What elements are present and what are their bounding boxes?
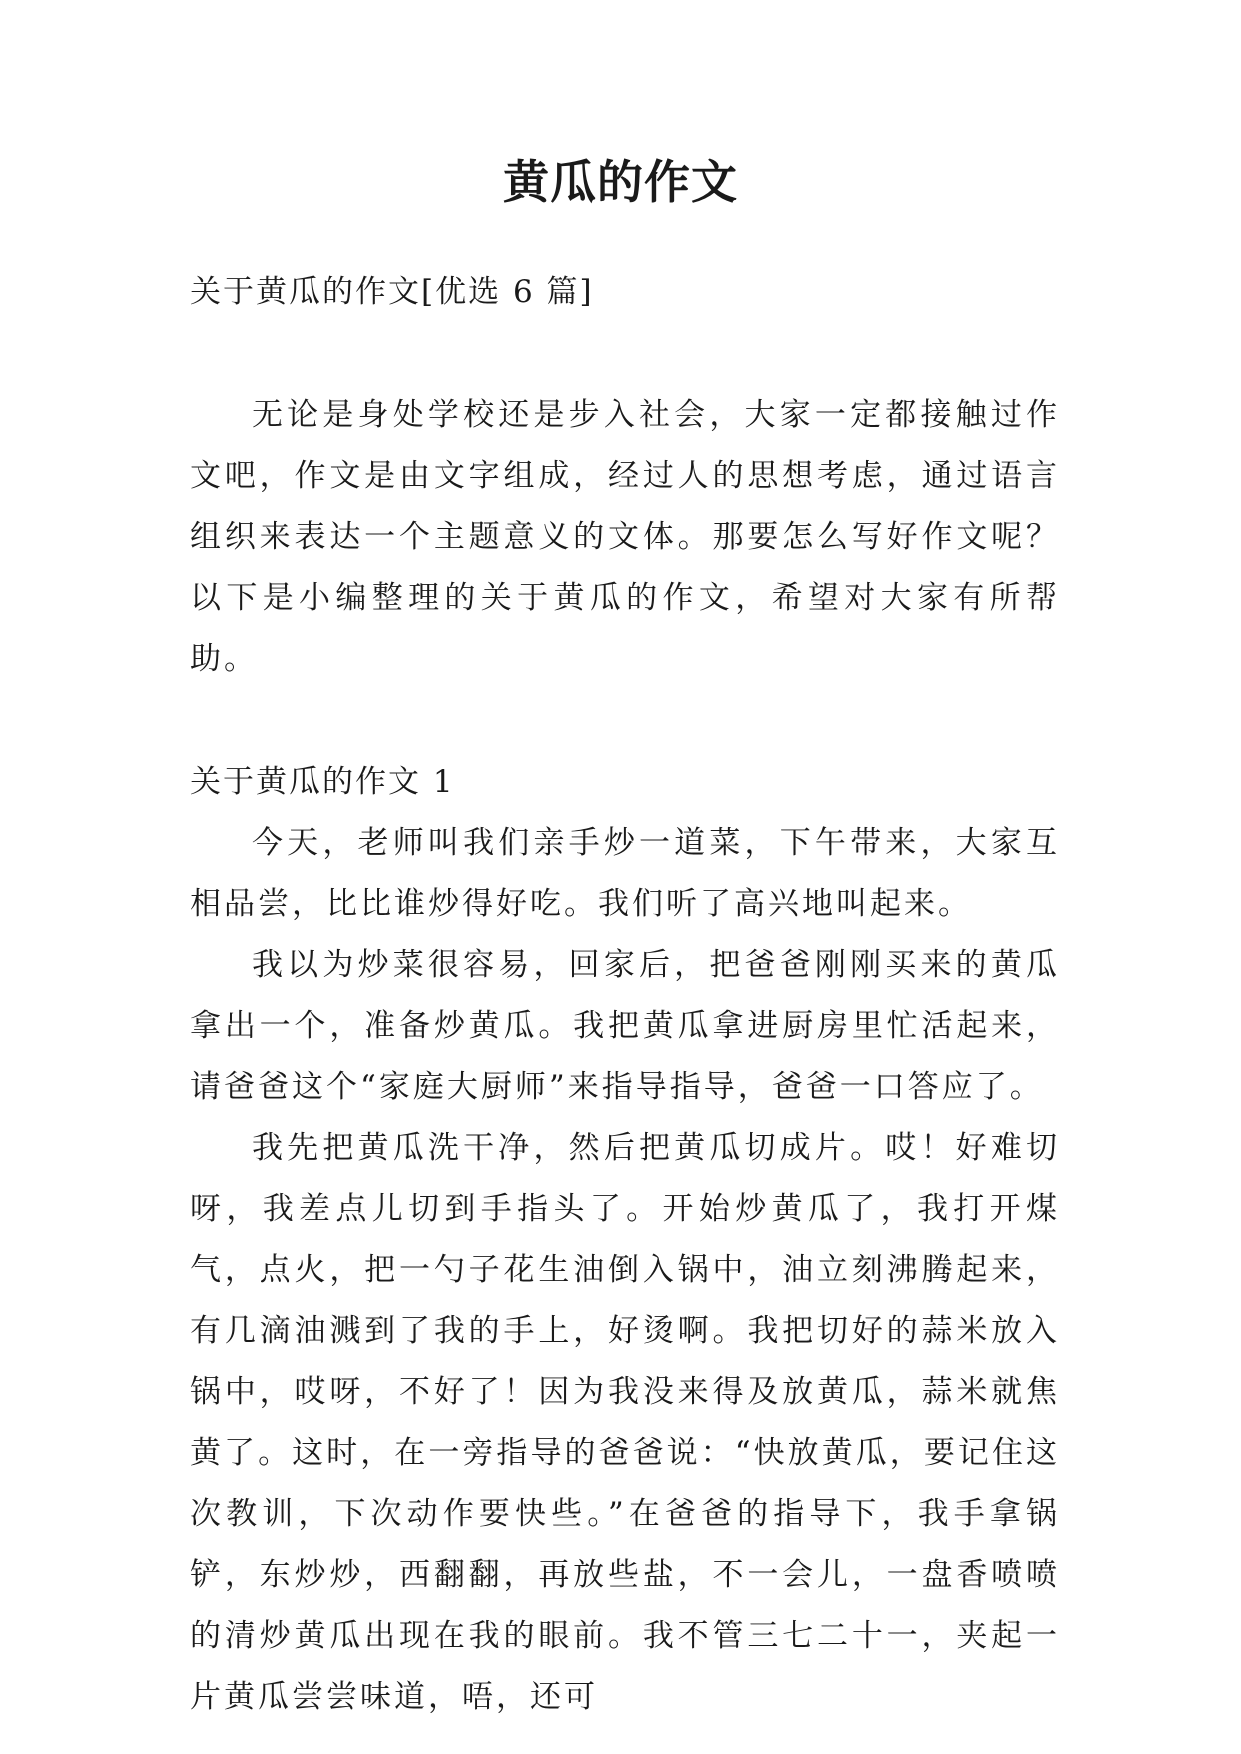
section-paragraph: 我先把黄瓜洗干净，然后把黄瓜切成片。哎！好难切呀，我差点儿切到手指头了。开始炒黄瓜了，我打开煤气，点火，把一勺子花生油倒入锅中，油立刻沸腾起来，有几滴油溅到了我的手上，好烫啊。我把切好的蒜米放入锅中，哎呀，不好了！因为我没来得及放黄瓜，蒜米就焦黄了。这时，在一旁指导的爸爸说：“快放黄瓜，要记住这次教训，下次动作要快些。”在爸爸的指导下，我手拿锅铲，东炒炒，西翻翻，再放些盐，不一会儿，一盘香喷喷的清炒黄瓜出现在我的眼前。我不管三七二十一，夹起一片黄瓜尝尝味道，唔，还可	[190, 1130, 1060, 1715]
document-subtitle: 关于黄瓜的作文[优选 6 篇]	[190, 274, 594, 310]
section-heading: 关于黄瓜的作文 1	[190, 764, 455, 800]
page-title: 黄瓜的作文	[503, 155, 738, 209]
spacer	[190, 690, 1060, 752]
section-paragraph: 今天，老师叫我们亲手炒一道菜，下午带来，大家互相品尝，比比谁炒得好吃。我们听了高兴地叫起来。	[190, 825, 1060, 922]
spacer	[190, 323, 1060, 385]
document-body	[190, 262, 1060, 1728]
section-paragraph: 我以为炒菜很容易，回家后，把爸爸刚刚买来的黄瓜拿出一个，准备炒黄瓜。我把黄瓜拿进厨房里忙活起来，请爸爸这个“家庭大厨师”来指导指导，爸爸一口答应了。	[190, 947, 1060, 1105]
intro-paragraph: 无论是身处学校还是步入社会，大家一定都接触过作文吧，作文是由文字组成，经过人的思想考虑，通过语言组织来表达一个主题意义的文体。那要怎么写好作文呢？以下是小编整理的关于黄瓜的作文，希望对大家有所帮助。	[190, 397, 1060, 677]
